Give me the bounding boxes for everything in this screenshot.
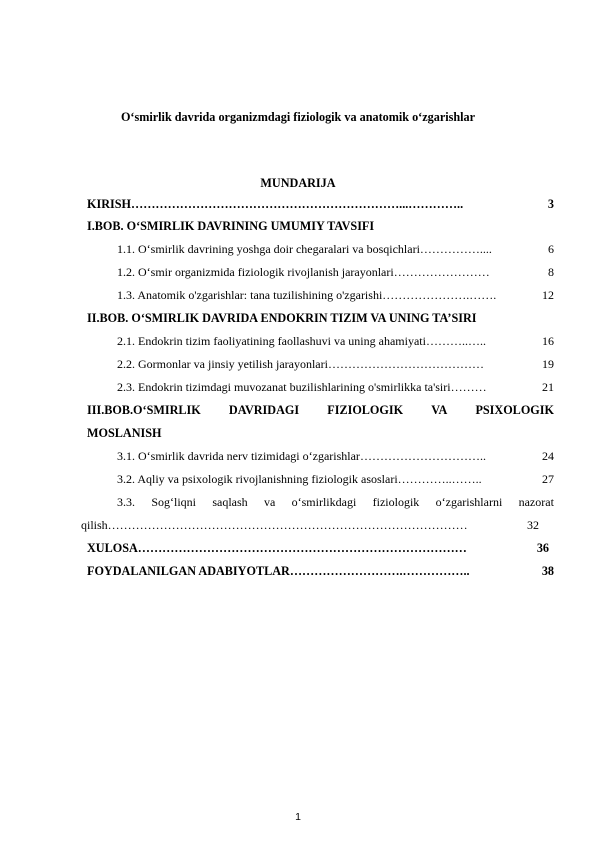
toc-entry-xulosa[interactable] <box>87 541 549 556</box>
toc-entry-label: XULOSA <box>87 541 138 555</box>
toc-page-number: 8 <box>548 265 554 279</box>
toc-word: saqlash <box>212 495 248 509</box>
toc-page-number: 38 <box>541 564 554 578</box>
toc-word: nazorat <box>518 495 554 509</box>
toc-leader-dots: ………..….. <box>425 334 486 348</box>
toc-page-number: 3 <box>547 197 554 211</box>
toc-page-number: 21 <box>542 380 554 394</box>
toc-leader-dots: …………..…….. <box>397 472 482 486</box>
toc-entry-label: 2.3. Endokrin tizimdagi muvozanat buzilishlarining o'smirlikka ta'siri <box>117 380 451 394</box>
toc-entry-3-3-line-2 <box>81 518 539 533</box>
toc-word: III.BOB.O‘SMIRLIK <box>87 403 201 417</box>
toc-word: o‘smirlikdagi <box>291 495 357 509</box>
toc-entry-2-2[interactable] <box>87 357 554 372</box>
toc-entry-kirish[interactable] <box>87 197 554 212</box>
toc-leader-dots: ………………………………… <box>327 357 484 371</box>
toc-leader-dots: …………………………………………………………...………….. <box>131 197 464 211</box>
toc-leader-dots: …………………… <box>393 265 490 279</box>
toc-word: va <box>263 495 276 509</box>
toc-page-number: 32 <box>527 518 539 532</box>
toc-entry-3-3[interactable] <box>81 495 554 533</box>
toc-entry-label: qilish <box>81 518 108 532</box>
toc-word: VA <box>431 403 448 417</box>
toc-word: PSIXOLOGIK <box>475 403 554 417</box>
toc-page-number: 16 <box>542 334 554 348</box>
toc-word: 3.3. <box>117 495 135 509</box>
toc-leader-dots: ………………………….. <box>359 449 486 463</box>
toc-entry-2-1[interactable] <box>87 334 554 349</box>
toc-entry-label: 1.2. O‘smir organizmida fiziologik rivojlanish jarayonlari <box>117 265 394 279</box>
toc-word: Sog‘liqni <box>151 495 196 509</box>
toc-leader-dots: ……… <box>450 380 487 394</box>
toc-chapter-3-line-2: MOSLANISH <box>87 426 162 440</box>
toc-leader-dots: ………………….……. <box>382 288 497 302</box>
toc-page-number: 6 <box>548 242 554 256</box>
toc-leader-dots: …………….... <box>419 242 492 256</box>
toc-page-number: 27 <box>542 472 554 486</box>
toc-entry-1-3[interactable] <box>87 288 554 303</box>
toc-leader-dots: ……………………………………………………………………………… <box>107 518 468 532</box>
toc-heading: MUNDARIJA <box>260 176 336 190</box>
toc-entry-label: FOYDALANILGAN ADABIYOTLAR <box>87 564 290 578</box>
toc-entry-chapter-2[interactable] <box>87 311 554 326</box>
toc-entry-label: 2.1. Endokrin tizim faoliyatining faollashuvi va uning ahamiyati <box>117 334 426 348</box>
toc-page-number: 12 <box>542 288 554 302</box>
toc-entry-label: 2.2. Gormonlar va jinsiy yetilish jarayonlari <box>117 357 328 371</box>
toc-entry-3-3-line-1 <box>81 495 554 510</box>
toc-entry-label: I.BOB. O‘SMIRLIK DAVRINING UMUMIY TAVSIFI <box>87 219 375 233</box>
toc-entry-chapter-1[interactable] <box>87 219 554 234</box>
document-title: O‘smirlik davrida organizmdagi fiziologik va anatomik o‘zgarishlar <box>120 110 476 124</box>
toc-leader-dots: ……………………………………………………………………… <box>137 541 467 555</box>
toc-entry-3-1[interactable] <box>87 449 554 464</box>
toc-entry-1-1[interactable] <box>87 242 554 257</box>
toc-entry-2-3[interactable] <box>87 380 554 395</box>
toc-word: fiziologik <box>372 495 420 509</box>
toc-entry-chapter-3[interactable] <box>87 403 554 441</box>
toc-page-number: 24 <box>542 449 554 463</box>
toc-page-number: 36 <box>536 541 549 555</box>
toc-entry-adabiyotlar[interactable] <box>87 564 554 579</box>
toc-word: FIZIOLOGIK <box>327 403 404 417</box>
toc-chapter-3-line-1 <box>87 403 554 418</box>
toc-word: o‘zgarishlarni <box>435 495 503 509</box>
toc-leader-dots: ……………………….…………….. <box>289 564 470 578</box>
toc-entry-label: KIRISH <box>87 197 132 211</box>
toc-entry-label: II.BOB. O‘SMIRLIK DAVRIDA ENDOKRIN TIZIM VA UNING TA’SIRI <box>87 311 477 325</box>
toc-page-number: 19 <box>542 357 554 371</box>
toc-entry-label: 3.2. Aqliy va psixologik rivojlanishning fiziologik asoslari <box>117 472 398 486</box>
toc-entry-1-2[interactable] <box>87 265 554 280</box>
toc-entry-label: 1.1. O‘smirlik davrining yoshga doir chegaralari va bosqichlari <box>117 242 420 256</box>
toc-word: DAVRIDAGI <box>228 403 300 417</box>
toc-entry-label: 1.3. Anatomik o'zgarishlar: tana tuzilishining o'zgarishi <box>117 288 383 302</box>
page-number: 1 <box>295 811 301 823</box>
toc-entry-label: 3.1. O‘smirlik davrida nerv tizimidagi o‘zgarishlar <box>117 449 360 463</box>
toc-entry-3-2[interactable] <box>87 472 554 487</box>
